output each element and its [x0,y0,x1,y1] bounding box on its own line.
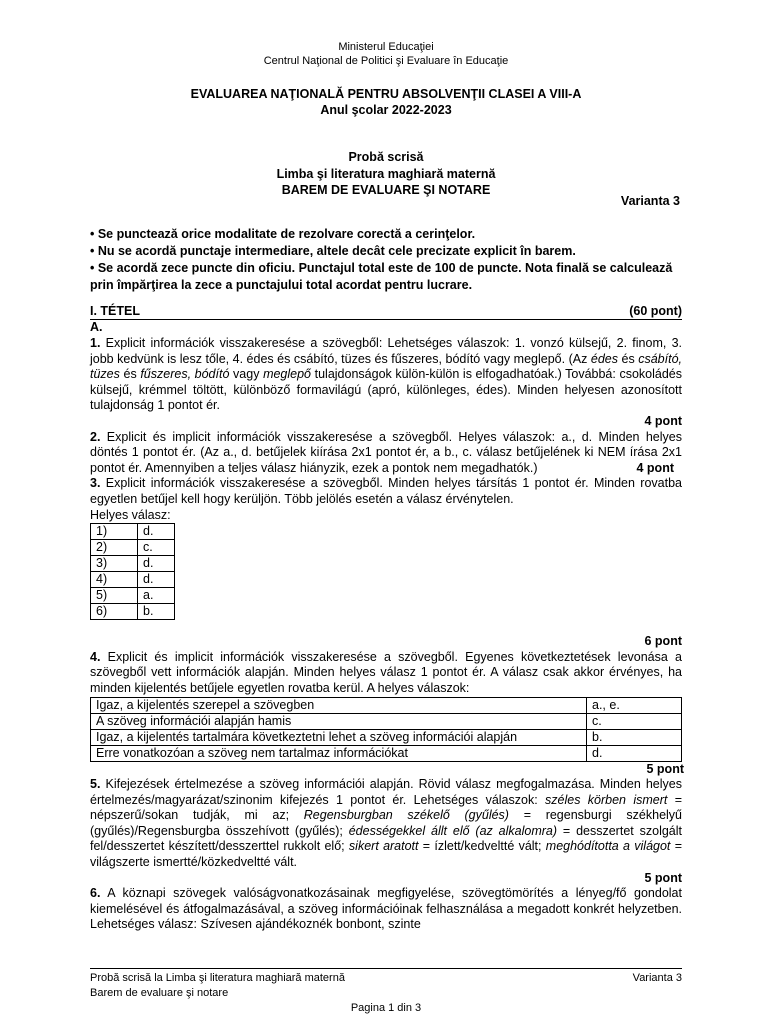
page-footer [90,968,682,1001]
question-2: 2. Explicit és implicit információk visszakeresése a szövegből. Helyes válaszok: a., d. Minden helyes döntés 1 pontot ér. (Az a., d. betűjelek kiírása 2x1 pontot ér, a b., c. válasz betűjelének ki NEM írása 2x1 pontot ér. Amennyiben a teljes válasz hiányzik, ezek a pontok nem megadhatók.) [90,429,682,475]
exam-title: EVALUAREA NAŢIONALĂ PENTRU ABSOLVENŢII CLASEI A VIII-A [190,87,582,101]
section-header [90,304,682,335]
question-5: 5. Kifejezések értelmezése a szöveg információi alapján. Rövid válasz megfogalmazása. Minden helyes értelmezés/magyarázat/szinonim kifejezés 1 pontot ér. Lehetséges válaszok: széles körben ismert = népszerű/sokan tudják, mi az; Regensburgban székelő (gyűlés) = regensburgi székhelyű (gyűlés)/Regensburgba összehívott (gyűlés); édességekkel állt elő (az alkalomra) = desszertet szolgált fel/desszertet készített/desszerttel rukkolt elő; sikert aratott = ízlett/kedveltté vált; meghódította a világot = világszerte ismertté/közkedveltté vált. [90,777,682,870]
table-row: Erre vonatkozóan a szöveg nem tartalmaz információkat d. [91,745,682,761]
rule-3: • Se acordă zece puncte din oficiu. Punctajul total este de 100 de puncte. Nota finală se calculează prin împărţirea la zece a punctajului total acordat pentru lucrare. [90,261,673,292]
question-4-table [90,697,682,762]
document-kind: BAREM DE EVALUARE ŞI NOTARE [281,183,491,197]
section-title: I. TÉTEL [90,304,140,318]
table-row: 2) c. [91,540,175,556]
rule-2: • Nu se acordă punctaje intermediare, altele decât cele precizate explicit în barem. [90,244,576,258]
question-3-points: 6 pont [644,634,682,649]
subsection-label: A. [90,320,103,334]
question-4: 4. Explicit és implicit információk visszakeresése a szövegből. Egyenes következtetések levonása a szövegből vett információk alapján. Minden helyes válasz 1 pontot ér. A válasz csak akkor érvényes, ha minden kijelentés betűjele egyetlen rovatba kerül. A helyes válaszok: [90,649,682,695]
school-year: Anul şcolar 2022-2023 [320,103,452,117]
table-row: 4) d. [91,572,175,588]
subject: Limba şi literatura maghiară maternă [276,167,496,181]
question-2-points: 4 pont [636,460,674,475]
question-1-points: 4 pont [644,413,682,428]
question-4-points: 5 pont [646,761,684,776]
scoring-rules [90,226,682,294]
header-center: Centrul Naţional de Politici şi Evaluare în Educaţie [263,55,509,67]
table-row: A szöveg információi alapján hamis c. [91,713,682,729]
table-row: Igaz, a kijelentés tartalmára következtetni lehet a szöveg információi alapján b. [91,729,682,745]
table-row: 3) d. [91,556,175,572]
answer-key-body [90,336,682,933]
rule-1: • Se punctează orice modalitate de rezolvare corectă a cerinţelor. [90,227,476,241]
question-6: 6. A köznapi szövegek valóságvonatkozásainak megfigyelése, szövegtömörítés a lényeg/fő gondolat kiemelésével és átfogalmazásával, a szöveg információinak felhasználása a megadott konkrét helyzetben. Lehetséges válasz: Szívesen ajándékoznék bonbont, szinte [90,886,682,932]
footer-test-name: Probă scrisă la Limba şi literatura maghiară maternă [90,972,345,984]
test-type: Probă scrisă [348,150,424,164]
page-number: Pagina 1 din 3 [350,1002,422,1014]
question-3-table [90,523,175,620]
question-3: 3. Explicit információk visszakeresése a szövegből. Minden helyes társítás 1 pontot ér. Minden rovatba egyetlen betűjel kell hogy kerüljön. Több jelölés esetén a válasz érvénytelen. [90,476,682,506]
table-row: 1) d. [91,524,175,540]
question-3-label: Helyes válasz: [90,507,171,522]
footer-doc-type: Barem de evaluare şi notare [90,987,229,999]
table-row: 6) b. [91,604,175,620]
table-row: 5) a. [91,588,175,604]
table-row: Igaz, a kijelentés szerepel a szövegben a., e. [91,697,682,713]
variant-label: Varianta 3 [620,194,680,208]
question-1: 1. Explicit információk visszakeresése a szövegből: Lehetséges válaszok: 1. vonzó külsejű, 2. finom, 3. jobb kedvünk is lesz tőle, 4. édes és csábító, tüzes és fűszeres, bódító vagy meglepő. (Az édes és csábító, tüzes és fűszeres, bódító vagy meglepő tulajdonságok külön-külön is elfogadhatóak.) Továbbá: csokoládés külsejű, krémmel töltött, különböző formavilágú (apró, különleges, édes). Minden helyesen azonosított tulajdonság 1 pontot ér. [90,336,683,413]
footer-variant: Varianta 3 [632,972,682,984]
question-5-points: 5 pont [644,870,682,885]
section-points: (60 pont) [629,304,682,318]
header-ministry: Ministerul Educaţiei [338,41,434,53]
